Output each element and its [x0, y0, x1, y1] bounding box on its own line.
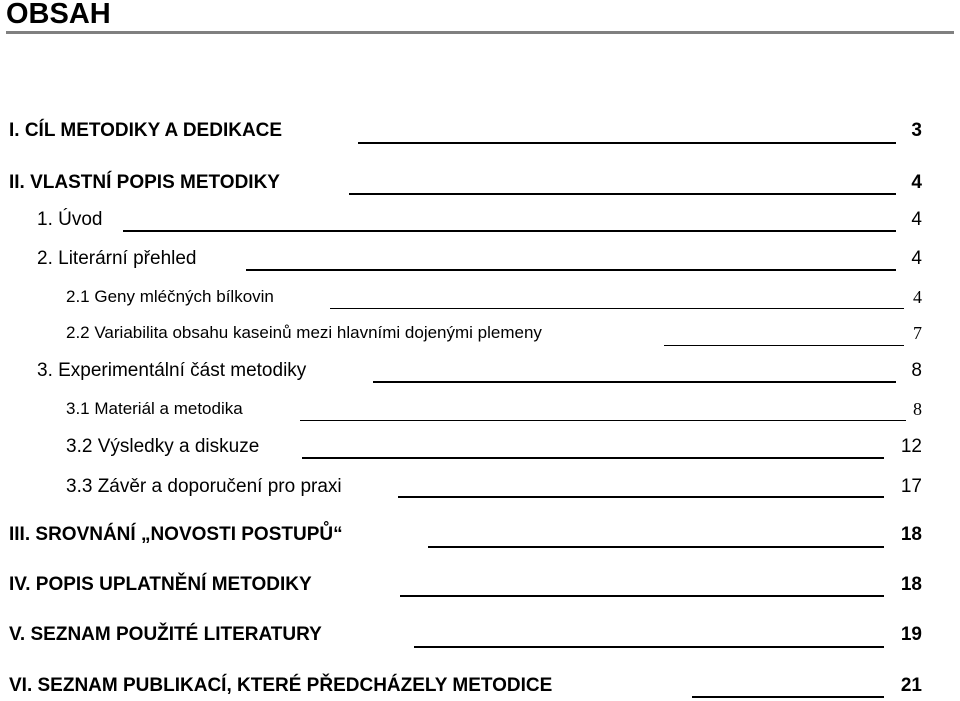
- toc-entry-page: 4: [911, 209, 922, 230]
- toc-entry[interactable]: [0, 170, 960, 196]
- toc-entry-title: V. SEZNAM POUŽITÉ LITERATURY: [9, 624, 322, 645]
- toc-entry-title: VI. SEZNAM PUBLIKACÍ, KTERÉ PŘEDCHÁZELY METODICE: [9, 675, 553, 696]
- toc-entry-page: 8: [911, 360, 922, 381]
- toc-leader-line: [428, 546, 884, 548]
- page-title: OBSAH: [6, 0, 111, 30]
- toc-leader-line: [123, 230, 896, 232]
- title-divider: [6, 31, 954, 34]
- toc-leader-line: [300, 420, 906, 421]
- toc-entry[interactable]: [0, 474, 960, 500]
- toc-entry[interactable]: [0, 622, 960, 648]
- toc-leader-line: [373, 381, 896, 383]
- toc-leader-line: [330, 308, 904, 309]
- toc-entry-title: I. CÍL METODIKY A DEDIKACE: [9, 120, 283, 141]
- toc-leader-line: [358, 142, 896, 144]
- toc-entry[interactable]: [0, 246, 960, 272]
- toc-leader-line: [400, 595, 884, 597]
- toc-entry-title: 3.3 Závěr a doporučení pro praxi: [66, 476, 342, 497]
- toc-entry[interactable]: [0, 434, 960, 460]
- toc-entry-page: 8: [913, 399, 922, 419]
- toc-entry-title: 2. Literární přehled: [37, 248, 197, 269]
- toc-entry[interactable]: [0, 118, 960, 144]
- toc-entry-page: 18: [900, 574, 922, 595]
- toc-leader-line: [398, 496, 884, 498]
- toc-entry-title: III. SROVNÁNÍ „NOVOSTI POSTUPŮ“: [9, 524, 343, 545]
- toc-entry-title: IV. POPIS UPLATNĚNÍ METODIKY: [9, 574, 312, 595]
- toc-entry[interactable]: [0, 207, 960, 233]
- toc-leader-line: [246, 269, 896, 271]
- toc-entry[interactable]: [0, 358, 960, 384]
- toc-leader-line: [302, 457, 884, 459]
- toc-entry-page: 4: [911, 172, 922, 193]
- toc-entry[interactable]: [0, 396, 960, 422]
- toc-entry-page: 12: [900, 436, 922, 457]
- toc-entry-title: 3.1 Materiál a metodika: [66, 399, 243, 418]
- toc-entry-title: 2.2 Variabilita obsahu kaseinů mezi hlavními dojenými plemeny: [66, 323, 542, 342]
- toc-entry-page: 17: [900, 476, 922, 497]
- toc-entry-page: 21: [900, 675, 922, 696]
- toc-entry-page: 4: [911, 248, 922, 269]
- toc-entry-page: 7: [913, 323, 922, 343]
- toc-entry-title: II. VLASTNÍ POPIS METODIKY: [9, 172, 280, 193]
- toc-entry[interactable]: [0, 673, 960, 699]
- toc-leader-line: [664, 345, 904, 346]
- toc-leader-line: [414, 646, 884, 648]
- toc-leader-line: [692, 696, 884, 698]
- toc-entry[interactable]: [0, 522, 960, 548]
- toc-entry[interactable]: [0, 284, 960, 310]
- toc-entry-title: 3.2 Výsledky a diskuze: [66, 436, 260, 457]
- toc-leader-line: [349, 193, 896, 195]
- toc-entry-page: 3: [911, 120, 922, 141]
- toc-entry-page: 4: [913, 287, 922, 307]
- toc-entry[interactable]: [0, 320, 960, 346]
- toc-entry-page: 18: [900, 524, 922, 545]
- toc-entry-title: 1. Úvod: [37, 209, 103, 230]
- toc-entry[interactable]: [0, 572, 960, 598]
- toc-entry-page: 19: [900, 624, 922, 645]
- toc-entry-title: 2.1 Geny mléčných bílkovin: [66, 287, 274, 306]
- toc-entry-title: 3. Experimentální část metodiky: [37, 360, 307, 381]
